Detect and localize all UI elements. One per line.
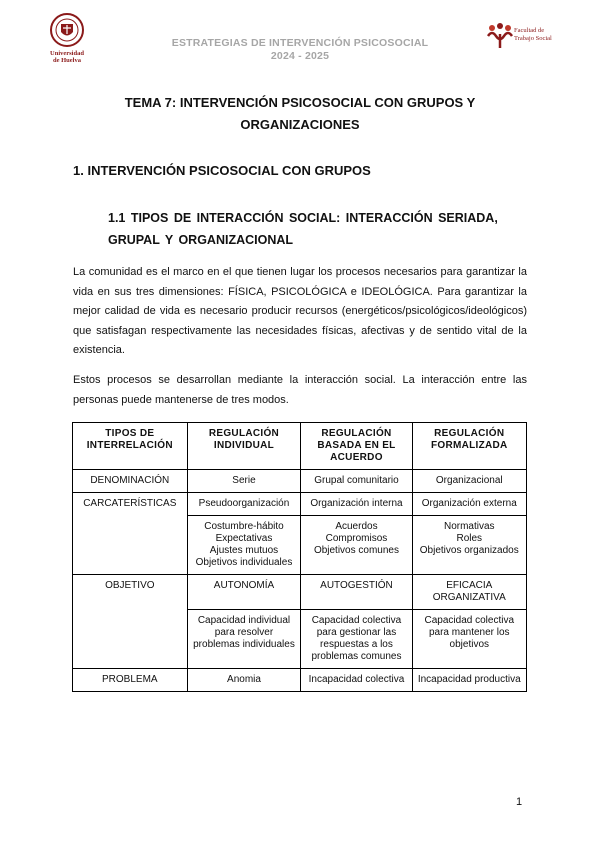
table-row-denominacion xyxy=(73,470,527,493)
cell-line: Acuerdos xyxy=(335,521,378,532)
document-title xyxy=(80,92,520,136)
table-cell xyxy=(301,516,412,575)
table-header-cell: REGULACIÓN FORMALIZADA xyxy=(412,423,526,470)
cell-line: Expectativas xyxy=(215,533,273,544)
table-cell: Grupal comunitario xyxy=(301,470,412,493)
row-label: OBJETIVO xyxy=(73,575,188,669)
row-label: DENOMINACIÓN xyxy=(73,470,188,493)
table-cell: AUTOGESTIÓN xyxy=(301,575,412,610)
table-cell: Incapacidad productiva xyxy=(412,669,526,692)
faculty-logo-line1: Facultad de xyxy=(514,27,545,34)
cell-line: Roles xyxy=(456,533,483,544)
table-cell: Organización externa xyxy=(412,493,526,516)
subsection-heading-line2: GRUPAL Y ORGANIZACIONAL xyxy=(108,233,294,247)
table-cell: EFICACIA ORGANIZATIVA xyxy=(412,575,526,610)
table-cell: Anomia xyxy=(187,669,301,692)
cell-line: Normativas xyxy=(443,521,495,532)
table-cell: Incapacidad colectiva xyxy=(301,669,412,692)
table-cell: AUTONOMÍA xyxy=(187,575,301,610)
page-header xyxy=(0,0,600,80)
table-row-problema xyxy=(73,669,527,692)
cell-line: Objetivos organizados xyxy=(419,545,519,556)
table-row-objetivo xyxy=(73,575,527,610)
table-header-cell: REGULACIÓN INDIVIDUAL xyxy=(187,423,301,470)
row-label: CARCATERÍSTICAS xyxy=(73,493,188,575)
document-title-line1: TEMA 7: INTERVENCIÓN PSICOSOCIAL CON GRUPOS Y xyxy=(124,95,476,110)
cell-line: Objetivos comunes xyxy=(313,545,399,556)
subsection-heading xyxy=(108,207,528,251)
table-row-caracteristicas xyxy=(73,493,527,516)
table-header-row xyxy=(73,423,527,470)
cell-line: Compromisos xyxy=(325,533,388,544)
cell-line: Objetivos individuales xyxy=(195,557,293,568)
table-cell: Capacidad colectiva para mantener los objetivos xyxy=(412,610,526,669)
page-number: 1 xyxy=(516,796,523,808)
university-logo-line2: de Huelva xyxy=(53,57,81,64)
interaction-types-table xyxy=(72,422,527,692)
paragraph-interaction: Estos procesos se desarrollan mediante la interacción social. La interacción entre las personas puede mantenerse de tres modos. xyxy=(73,374,527,406)
table-cell: Capacidad individual para resolver problemas individuales xyxy=(187,610,301,669)
paragraph-intro: La comunidad es el marco en el que tienen lugar los procesos necesarios para garantizar la vida en sus tres dimensiones: FÍSICA, PSICOLÓGICA e IDEOLÓGICA. Para garantizar la mejor calidad de vida es necesario producir recursos (energéticos/psicológicos/ideológicos) que satisfagan respectivamente las necesidades físicas, afectivas y de sentido vital de la existencia. xyxy=(73,266,527,356)
cell-line: Costumbre-hábito xyxy=(204,521,284,532)
document-title-line2: ORGANIZACIONES xyxy=(240,117,360,132)
table-cell: Capacidad colectiva para gestionar las respuestas a los problemas comunes xyxy=(301,610,412,669)
faculty-figure-icon xyxy=(486,22,514,50)
table-cell: Organización interna xyxy=(301,493,412,516)
table-cell xyxy=(187,516,301,575)
cell-line: Ajustes mutuos xyxy=(209,545,279,556)
faculty-logo xyxy=(486,22,576,52)
university-logo-line1: Universidad xyxy=(50,50,84,57)
section-heading: 1. INTERVENCIÓN PSICOSOCIAL CON GRUPOS xyxy=(73,163,371,178)
table-cell xyxy=(412,516,526,575)
row-label: PROBLEMA xyxy=(73,669,188,692)
table-header-cell: REGULACIÓN BASADA EN EL ACUERDO xyxy=(301,423,412,470)
table-cell: Organizacional xyxy=(412,470,526,493)
table-cell: Serie xyxy=(187,470,301,493)
course-title: ESTRATEGIAS DE INTERVENCIÓN PSICOSOCIAL xyxy=(171,37,429,49)
academic-year: 2024 - 2025 xyxy=(270,50,330,62)
table-header-cell: TIPOS DE INTERRELACIÓN xyxy=(73,423,188,470)
subsection-heading-line1: 1.1 TIPOS DE INTERACCIÓN SOCIAL: INTERACCIÓN SERIADA, xyxy=(108,211,498,225)
faculty-logo-line2: Trabajo Social xyxy=(514,35,552,42)
table-cell: Pseudoorganización xyxy=(187,493,301,516)
